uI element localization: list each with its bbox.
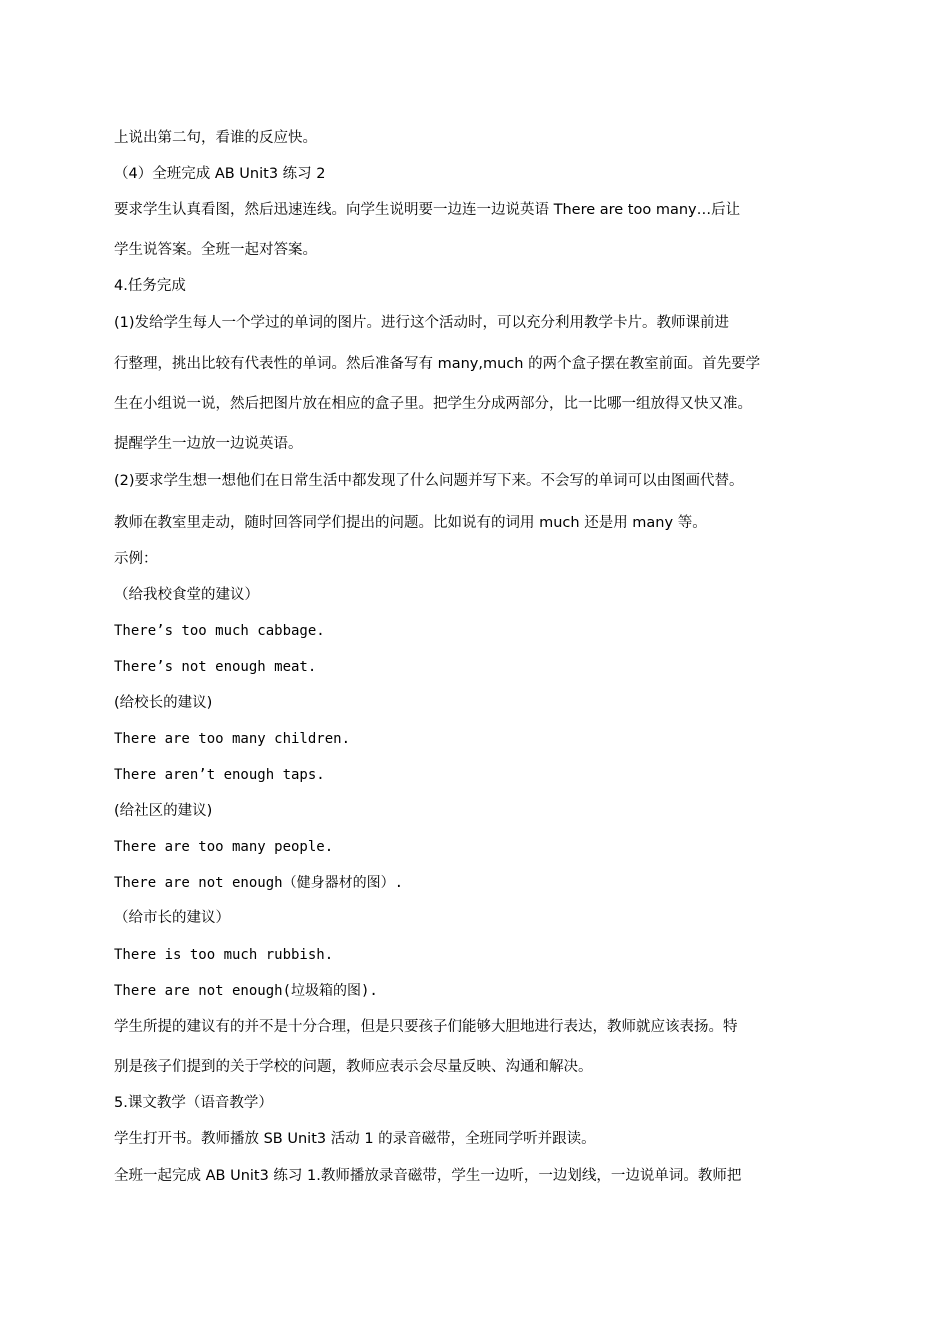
text-line: 学生打开书。教师播放 SB Unit3 活动 1 的录音磁带，全班同学听并跟读。 [114, 1131, 596, 1147]
text-line: 上说出第二句，看谁的反应快。 [114, 130, 317, 146]
example-sentence: There’s not enough meat. [114, 659, 317, 675]
text-line: 学生说答案。全班一起对答案。 [114, 242, 317, 258]
text-line: 示例： [114, 551, 158, 567]
example-heading: （给我校食堂的建议） [114, 587, 259, 603]
example-sentence: There aren’t enough taps. [114, 767, 325, 783]
text-line: 别是孩子们提到的关于学校的问题，教师应表示会尽量反映、沟通和解决。 [114, 1059, 593, 1075]
example-sentence: There are not enough(垃圾箱的图). [114, 983, 378, 999]
text-line: 生在小组说一说，然后把图片放在相应的盒子里。把学生分成两部分，比一比哪一组放得又快又准。 [114, 396, 752, 412]
example-heading: (给社区的建议) [114, 803, 213, 819]
text-line: 提醒学生一边放一边说英语。 [114, 436, 303, 452]
text-line: 行整理，挑出比较有代表性的单词。然后准备写有 many,much 的两个盒子摆在教室前面。首先要学 [114, 356, 761, 372]
text-line: 教师在教室里走动，随时回答同学们提出的问题。比如说有的词用 much 还是用 many 等。 [114, 515, 707, 531]
text-line: 要求学生认真看图，然后迅速连线。向学生说明要一边连一边说英语 There are too many…后让 [114, 202, 741, 218]
text-line: 全班一起完成 AB Unit3 练习 1.教师播放录音磁带，学生一边听，一边划线，一边说单词。教师把 [114, 1168, 742, 1184]
text-line: （4）全班完成 AB Unit3 练习 2 [114, 166, 326, 182]
example-sentence: There are too many people. [114, 839, 334, 855]
example-sentence: There are too many children. [114, 731, 351, 747]
example-heading: (给校长的建议) [114, 695, 213, 711]
example-heading: （给市长的建议） [114, 910, 230, 926]
text-line: (2)要求学生想一想他们在日常生活中都发现了什么问题并写下来。不会写的单词可以由图画代替。 [114, 473, 744, 489]
section-heading: 4.任务完成 [114, 278, 186, 294]
text-line: (1)发给学生每人一个学过的单词的图片。进行这个活动时，可以充分利用教学卡片。教师课前进 [114, 315, 730, 331]
example-sentence: There’s too much cabbage. [114, 623, 325, 639]
example-sentence: There is too much rubbish. [114, 947, 334, 963]
text-line: 学生所提的建议有的并不是十分合理，但是只要孩子们能够大胆地进行表达，教师就应该表扬。特 [114, 1019, 738, 1035]
section-heading: 5.课文教学（语音教学） [114, 1095, 273, 1111]
example-sentence: There are not enough（健身器材的图）. [114, 875, 404, 891]
